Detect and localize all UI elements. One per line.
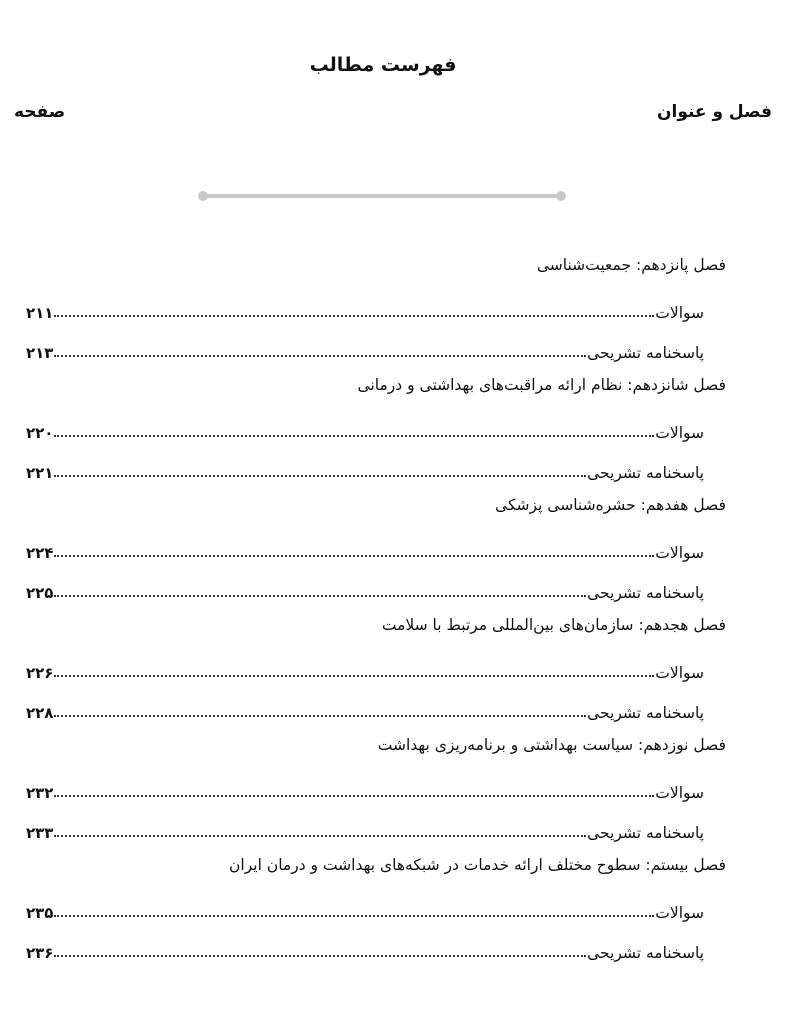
toc-entry[interactable]	[26, 448, 726, 488]
page-column-heading: صفحه	[14, 102, 66, 122]
page-number: ۲۲۰	[26, 424, 54, 442]
chapter-column-heading: فصل و عنوان	[656, 102, 772, 122]
chapter-title[interactable]: فصل شانزدهم: نظام ارائه مراقبت‌های بهداشتی و درمانی	[357, 376, 726, 394]
entry-label: سوالات	[655, 424, 704, 442]
toc-entry[interactable]	[26, 288, 726, 328]
toc-chapter	[26, 608, 726, 728]
dot-leader	[54, 435, 654, 437]
chapter-title[interactable]: فصل نوزدهم: سیاست بهداشتی و برنامه‌ریزی بهداشت	[377, 736, 726, 754]
dot-leader	[54, 915, 654, 917]
chapter-title[interactable]: فصل بیستم: سطوح مختلف ارائه خدمات در شبکه‌های بهداشت و درمان ایران	[229, 856, 726, 874]
page-number: ۲۲۴	[26, 544, 54, 562]
dot-leader	[54, 595, 586, 597]
dot-leader	[54, 795, 654, 797]
table-of-contents	[26, 248, 726, 968]
dot-leader	[54, 715, 586, 717]
page-number: ۲۳۵	[26, 904, 54, 922]
toc-chapter	[26, 248, 726, 368]
page-title: فهرست مطالب	[309, 54, 457, 76]
dot-leader	[54, 835, 586, 837]
entry-label: سوالات	[655, 904, 704, 922]
toc-entry[interactable]	[26, 408, 726, 448]
dot-leader	[54, 475, 586, 477]
toc-chapter	[26, 368, 726, 488]
entry-label: پاسخنامه تشریحی	[587, 704, 704, 722]
page-number: ۲۲۵	[26, 584, 54, 602]
entry-label: پاسخنامه تشریحی	[587, 944, 704, 962]
page-number: ۲۳۳	[26, 824, 54, 842]
page-number: ۲۱۱	[26, 304, 54, 322]
chapter-title[interactable]: فصل هفدهم: حشره‌شناسی پزشکی	[495, 496, 726, 514]
toc-entry[interactable]	[26, 808, 726, 848]
dot-leader	[54, 315, 654, 317]
page-number: ۲۲۶	[26, 664, 54, 682]
dot-leader	[54, 355, 586, 357]
toc-entry[interactable]	[26, 928, 726, 968]
divider-bar	[202, 194, 562, 198]
page-number: ۲۱۳	[26, 344, 54, 362]
page-number: ۲۲۱	[26, 464, 54, 482]
toc-chapter	[26, 488, 726, 608]
toc-entry[interactable]	[26, 528, 726, 568]
toc-chapter	[26, 848, 726, 968]
chapter-title[interactable]: فصل هجدهم: سازمان‌های بین‌المللی مرتبط با سلامت	[381, 616, 726, 634]
dot-leader	[54, 955, 586, 957]
toc-chapter	[26, 728, 726, 848]
page-number: ۲۲۸	[26, 704, 54, 722]
toc-entry[interactable]	[26, 648, 726, 688]
entry-label: پاسخنامه تشریحی	[587, 464, 704, 482]
entry-label: پاسخنامه تشریحی	[587, 584, 704, 602]
chapter-title[interactable]: فصل پانزدهم: جمعیت‌شناسی	[536, 256, 726, 274]
entry-label: سوالات	[655, 544, 704, 562]
dot-leader	[54, 675, 654, 677]
toc-entry[interactable]	[26, 688, 726, 728]
divider-end-dot	[556, 191, 566, 201]
page-number: ۲۳۶	[26, 944, 54, 962]
entry-label: پاسخنامه تشریحی	[587, 824, 704, 842]
toc-entry[interactable]	[26, 888, 726, 928]
toc-entry[interactable]	[26, 568, 726, 608]
entry-label: سوالات	[655, 304, 704, 322]
page-number: ۲۳۲	[26, 784, 54, 802]
entry-label: پاسخنامه تشریحی	[587, 344, 704, 362]
toc-entry[interactable]	[26, 768, 726, 808]
entry-label: سوالات	[655, 784, 704, 802]
toc-entry[interactable]	[26, 328, 726, 368]
dot-leader	[54, 555, 654, 557]
entry-label: سوالات	[655, 664, 704, 682]
decorative-divider	[198, 191, 566, 201]
